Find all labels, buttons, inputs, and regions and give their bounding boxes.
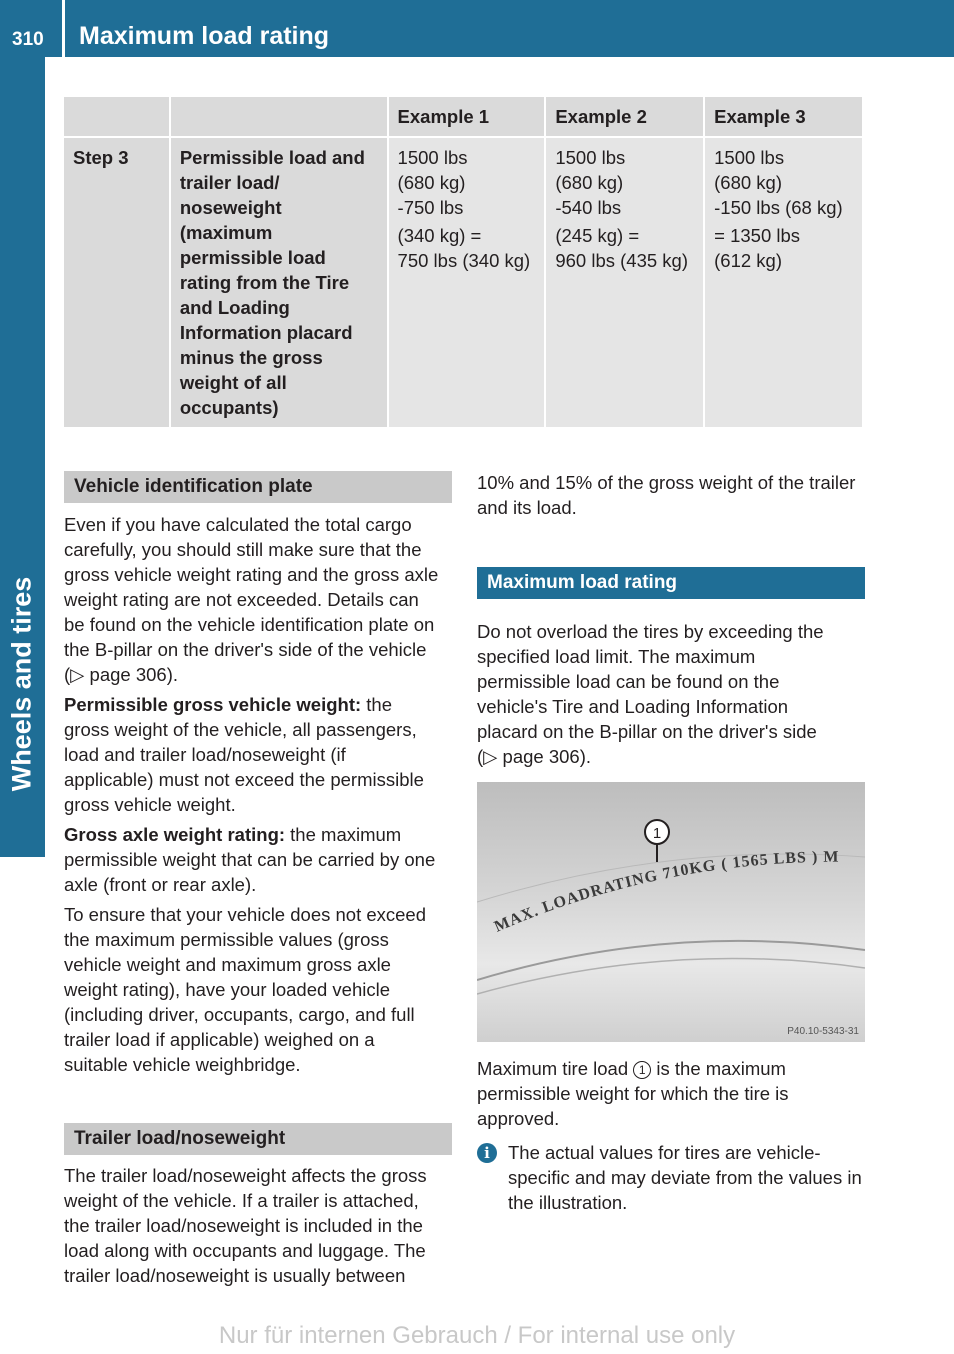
cell-line: (340 kg) = <box>397 225 482 246</box>
cell-line: 1500 lbs <box>555 147 626 168</box>
cell-line: weight of all <box>179 372 287 393</box>
cell-line: Information placard <box>179 322 353 343</box>
cell-line: (245 kg) = <box>555 225 640 246</box>
cell-line: noseweight <box>179 197 282 218</box>
cell-line: 1500 lbs <box>397 147 468 168</box>
caption-end: is the maximum <box>651 1058 786 1079</box>
caption-paragraph <box>477 1056 865 1131</box>
text-line <box>64 822 452 847</box>
cell-line: (612 kg) <box>714 250 783 271</box>
page-reference[interactable]: (▷ page 306). <box>64 664 178 685</box>
cell-line: -150 lbs (68 kg) <box>714 197 843 218</box>
callout-1: 1 <box>652 825 662 842</box>
text-line: permissible load can be found on the <box>477 671 780 692</box>
text-line: applicable) must not exceed the permissible <box>64 769 424 790</box>
cell-line: -750 lbs <box>397 197 464 218</box>
text-line: approved. <box>477 1108 560 1129</box>
text-line <box>477 1056 865 1081</box>
cell-line: 750 lbs (340 kg) <box>397 250 531 271</box>
cell-line: permissible load <box>179 247 326 268</box>
text-line: and its load. <box>477 497 577 518</box>
continued-paragraph <box>477 470 865 520</box>
text-line: 10% and 15% of the gross weight of the trailer <box>477 472 856 493</box>
load-examples-table <box>64 97 864 429</box>
callout-reference: 1 <box>633 1061 651 1079</box>
text-line: the trailer load/noseweight is included in the <box>64 1215 423 1236</box>
text-line: the illustration. <box>508 1192 628 1213</box>
tire-marking-text: MAX. LOADRATING 710KG ( 1565 LBS ) M <box>491 848 840 936</box>
vip-paragraph <box>64 512 452 687</box>
text-line: (including driver, occupants, cargo, and full <box>64 1004 415 1025</box>
table-header-cell: Example 1 <box>388 97 546 137</box>
cell-line: occupants) <box>179 397 279 418</box>
pgvw-paragraph <box>64 692 452 817</box>
text-line: gross weight of the vehicle, all passengers, <box>64 719 417 740</box>
gawr-label: Gross axle weight rating: <box>64 824 286 845</box>
table-header-cell <box>64 97 170 137</box>
cell-line: (680 kg) <box>714 172 783 193</box>
right-column <box>477 470 865 1215</box>
trailer-noseweight-heading: Trailer load/noseweight <box>64 1123 452 1155</box>
text-line: permissible weight that can be carried by one <box>64 849 436 870</box>
info-text <box>508 1140 862 1215</box>
text-line: permissible weight for which the tire is <box>477 1083 789 1104</box>
header-divider <box>62 0 65 57</box>
cell-line: -540 lbs <box>555 197 622 218</box>
example-1-cell <box>388 137 546 428</box>
text-line: weight rating), have your loaded vehicle <box>64 979 390 1000</box>
table-row <box>64 137 863 428</box>
text-line: placard on the B-pillar on the driver's side <box>477 721 817 742</box>
text-line: trailer load if applicable) weighed on a <box>64 1029 375 1050</box>
text-line: be found on the vehicle identification plate on <box>64 614 435 635</box>
text-line: gross vehicle weight. <box>64 794 236 815</box>
table-header-cell: Example 3 <box>704 97 863 137</box>
image-code: P40.10-5343-31 <box>787 1026 859 1037</box>
vehicle-id-plate-heading: Vehicle identification plate <box>64 471 452 503</box>
pgvw-first-line: the <box>361 694 392 715</box>
text-line: load and trailer load/noseweight (if <box>64 744 346 765</box>
cell-line: (680 kg) <box>397 172 466 193</box>
text-line: load along with occupants and luggage. The <box>64 1240 426 1261</box>
maximum-load-rating-heading: Maximum load rating <box>477 567 865 599</box>
cell-line: 1500 lbs <box>714 147 785 168</box>
description-cell <box>170 137 388 428</box>
text-line: To ensure that your vehicle does not exceed <box>64 904 427 925</box>
cell-line: = 1350 lbs <box>714 225 801 246</box>
text-line: suitable vehicle weighbridge. <box>64 1054 301 1075</box>
pgvw-label: Permissible gross vehicle weight: <box>64 694 362 715</box>
text-line: weight rating are not exceeded. Details can <box>64 589 419 610</box>
info-icon: i <box>477 1143 497 1163</box>
text-line: trailer load/noseweight is usually between <box>64 1265 406 1286</box>
text-line: gross vehicle weight rating and the gross axle <box>64 564 439 585</box>
cell-line: 960 lbs (435 kg) <box>555 250 689 271</box>
gawr-first-line: the maximum <box>285 824 402 845</box>
table-header-cell: Example 2 <box>545 97 704 137</box>
text-line: carefully, you should still make sure that the <box>64 539 422 560</box>
page-title: Maximum load rating <box>79 22 330 50</box>
text-line: the maximum permissible values (gross <box>64 929 389 950</box>
chapter-tab-label: Wheels and tires <box>6 576 37 792</box>
tire-sidewall-photo <box>477 782 865 1042</box>
cell-line: trailer load/ <box>179 172 280 193</box>
cell-line: Permissible load and <box>179 147 365 168</box>
page-header <box>0 0 954 57</box>
ensure-paragraph <box>64 902 452 1077</box>
page-number: 310 <box>12 29 44 50</box>
caption-start: Maximum tire load <box>477 1058 634 1079</box>
text-line: specific and may deviate from the values in <box>508 1167 862 1188</box>
text-line: specified load limit. The maximum <box>477 646 756 667</box>
step-cell: Step 3 <box>64 137 170 428</box>
text-line: vehicle weight and maximum gross axle <box>64 954 391 975</box>
cell-line: rating from the Tire <box>179 272 350 293</box>
mlr-paragraph <box>477 619 865 769</box>
example-2-cell <box>545 137 704 428</box>
text-line: The actual values for tires are vehicle- <box>508 1142 821 1163</box>
example-3-cell <box>704 137 863 428</box>
text-line: axle (front or rear axle). <box>64 874 257 895</box>
cell-line: (maximum <box>179 222 273 243</box>
left-column <box>64 471 452 1288</box>
text-line <box>64 692 452 717</box>
text-line: The trailer load/noseweight affects the gross <box>64 1165 427 1186</box>
cell-line: minus the gross <box>179 347 323 368</box>
table-header-cell <box>170 97 388 137</box>
table-header-row <box>64 97 863 137</box>
cell-line: (680 kg) <box>555 172 624 193</box>
text-line: weight of the vehicle. If a trailer is attached, <box>64 1190 419 1211</box>
gawr-paragraph <box>64 822 452 897</box>
text-line: Do not overload the tires by exceeding the <box>477 621 824 642</box>
page-reference[interactable]: (▷ page 306). <box>477 746 591 767</box>
text-line: Even if you have calculated the total cargo <box>64 514 412 535</box>
info-note <box>477 1140 865 1215</box>
text-line: vehicle's Tire and Loading Information <box>477 696 789 717</box>
text-line: the B-pillar on the driver's side of the vehicle <box>64 639 427 660</box>
footer-watermark: Nur für internen Gebrauch / For internal use only <box>218 1322 736 1349</box>
cell-line: and Loading <box>179 297 290 318</box>
trailer-paragraph <box>64 1163 452 1288</box>
